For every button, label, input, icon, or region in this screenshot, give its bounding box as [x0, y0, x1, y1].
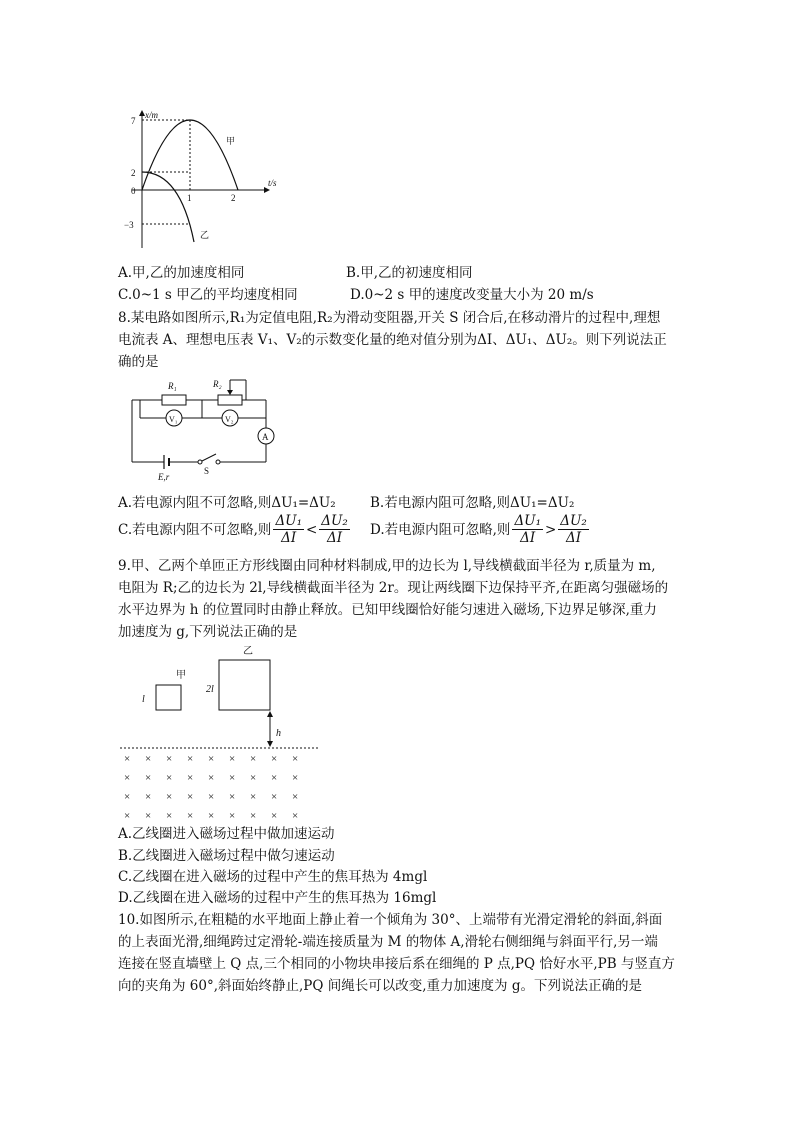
- magnetic-field-crosses: [124, 753, 298, 820]
- switch-node-right: [216, 460, 220, 464]
- field-cross: ×: [187, 753, 194, 765]
- field-cross: ×: [250, 791, 257, 803]
- tick-7: 7: [131, 116, 136, 126]
- field-cross: ×: [229, 772, 236, 784]
- q8-option-a: A.若电源内阻不可忽略,则ΔU₁=ΔU₂: [118, 495, 336, 511]
- q9-stem-line2: 电阻为 R;乙的边长为 2l,导线横截面半径为 2r。现让两线圈下边保持平齐,在距离匀强磁场的: [118, 580, 669, 596]
- field-cross: ×: [187, 810, 194, 820]
- tick-0: 0: [131, 186, 136, 196]
- q9-option-c: C.乙线圈在进入磁场的过程中产生的焦耳热为 4mgl: [118, 869, 428, 885]
- field-cross: ×: [271, 753, 278, 765]
- frac-du2-di: $\frac{\text{ΔU₂}}{\Delta I}$: [321, 513, 348, 546]
- label-yi: 乙: [200, 230, 210, 240]
- y-axis-label: x/m: [145, 110, 158, 120]
- resistor-r1: [162, 395, 186, 405]
- field-cross: ×: [250, 753, 257, 765]
- field-cross: ×: [187, 772, 194, 784]
- tick-2: 2: [131, 168, 136, 178]
- coil-yi: [219, 660, 270, 710]
- q10-stem-line1: 10.如图所示,在粗糙的水平地面上静止着一个倾角为 30°、上端带有光滑定滑轮的斜面,斜面: [118, 912, 663, 928]
- q9-option-b: B.乙线圈进入磁场过程中做匀速运动: [118, 848, 335, 864]
- field-cross: ×: [145, 753, 152, 765]
- label-a: A: [262, 432, 269, 442]
- field-cross: ×: [166, 753, 173, 765]
- q8-option-d: [370, 513, 591, 546]
- label-yi: 乙: [243, 646, 253, 657]
- field-cross: ×: [166, 772, 173, 784]
- field-cross: ×: [250, 772, 257, 784]
- field-cross: ×: [124, 810, 131, 820]
- label-r1: R₁: [168, 381, 177, 391]
- q8-option-d-text: D.若电源内阻可忽略,则: [370, 521, 511, 538]
- field-cross: ×: [229, 791, 236, 803]
- label-er: E,r: [158, 472, 170, 482]
- label-v2: V₂: [225, 415, 234, 424]
- q8-stem-line1: 8.某电路如图所示,R₁为定值电阻,R₂为滑动变阻器,开关 S 闭合后,在移动滑片的过程中,理想: [118, 310, 661, 326]
- frac-du1-di-d: $\frac{\text{ΔU₁}}{\Delta I}$: [514, 513, 541, 546]
- field-cross: ×: [229, 810, 236, 820]
- field-cross: ×: [271, 810, 278, 820]
- label-jia: 甲: [176, 670, 186, 681]
- xt-graph-figure: [118, 108, 298, 250]
- q8-option-b: B.若电源内阻可忽略,则ΔU₁=ΔU₂: [370, 495, 575, 511]
- q8-stem-line2: 电流表 A、理想电压表 V₁、V₂的示数变化量的绝对值分别为ΔI、ΔU₁、ΔU₂。则下列说法正: [118, 332, 667, 348]
- q10-stem-line3: 连接在竖直墙壁上 Q 点,三个相同的小物块串接后系在细绳的 P 点,PQ 恰好水平,PB 与竖直方: [118, 956, 675, 972]
- q9-option-a: A.乙线圈进入磁场过程中做加速运动: [118, 826, 335, 842]
- field-cross: ×: [292, 810, 299, 820]
- field-cross: ×: [229, 753, 236, 765]
- q8-option-c: [118, 513, 352, 546]
- field-cross: ×: [166, 791, 173, 803]
- q7-option-b: B.甲,乙的初速度相同: [346, 265, 473, 281]
- field-cross: ×: [208, 753, 215, 765]
- field-cross: ×: [166, 810, 173, 820]
- label-jia: 甲: [226, 136, 236, 146]
- field-cross: ×: [208, 810, 215, 820]
- coil-jia: [156, 685, 181, 710]
- frac-du2-di-d: $\frac{\text{ΔU₂}}{\Delta I}$: [560, 513, 587, 546]
- q7-option-a: A.甲,乙的加速度相同: [118, 265, 245, 281]
- field-cross: ×: [271, 791, 278, 803]
- label-s: S: [204, 466, 210, 476]
- coils-magnetic-field-figure: [118, 640, 328, 820]
- q7-option-d: D.0~2 s 甲的速度改变量大小为 20 m/s: [350, 287, 594, 303]
- field-cross: ×: [292, 772, 299, 784]
- label-2l: 2l: [206, 684, 214, 695]
- field-cross: ×: [271, 772, 278, 784]
- label-v1: V₁: [169, 415, 178, 424]
- field-cross: ×: [124, 772, 131, 784]
- x-axis-label: t/s: [268, 178, 277, 188]
- h-arrow-up: [267, 711, 273, 717]
- field-cross: ×: [250, 810, 257, 820]
- tick-neg3: −3: [124, 220, 134, 230]
- field-cross: ×: [124, 753, 131, 765]
- field-cross: ×: [145, 791, 152, 803]
- q7-option-c: C.0~1 s 甲乙的平均速度相同: [118, 287, 298, 303]
- resistor-r2: [218, 395, 242, 405]
- slider-arrowhead: [227, 390, 233, 395]
- frac-du1-di: $\frac{\text{ΔU₁}}{\Delta I}$: [275, 513, 302, 546]
- q9-stem-line3: 水平边界为 h 的位置同时由静止释放。已知甲线圈恰好能匀速进入磁场,下边界足够深,重力: [118, 602, 657, 618]
- q9-option-d: D.乙线圈在进入磁场的过程中产生的焦耳热为 16mgl: [118, 890, 437, 906]
- curve-jia: [142, 120, 238, 190]
- field-cross: ×: [124, 791, 131, 803]
- curve-yi: [142, 172, 194, 242]
- field-cross: ×: [208, 791, 215, 803]
- label-h: h: [276, 728, 281, 739]
- field-cross: ×: [187, 791, 194, 803]
- tick-t2: 2: [231, 193, 236, 203]
- field-cross: ×: [292, 791, 299, 803]
- less-than: <: [305, 521, 318, 538]
- q8-option-c-text: C.若电源内阻不可忽略,则: [118, 521, 272, 538]
- q10-stem-line2: 的上表面光滑,细绳跨过定滑轮-端连接质量为 M 的物体 A,滑轮右侧细绳与斜面平行,另一端: [118, 934, 658, 950]
- field-cross: ×: [145, 810, 152, 820]
- q9-stem-line1: 9.甲、乙两个单匝正方形线圈由同种材料制成,甲的边长为 l,导线横截面半径为 r,质量为 m,: [118, 558, 656, 574]
- tick-t1: 1: [187, 193, 192, 203]
- switch-blade: [202, 454, 216, 461]
- q10-stem-line4: 向的夹角为 60°,斜面始终静止,PQ 间绳长可以改变,重力加速度为 g。下列说法正确的是: [118, 978, 642, 994]
- field-cross: ×: [145, 772, 152, 784]
- q9-stem-line4: 加速度为 g,下列说法正确的是: [118, 624, 298, 640]
- label-l: l: [142, 694, 145, 705]
- q8-stem-line3: 确的是: [118, 354, 159, 370]
- greater-than: >: [544, 521, 557, 538]
- field-cross: ×: [208, 772, 215, 784]
- h-arrow-down: [267, 741, 273, 747]
- switch-node-left: [198, 460, 202, 464]
- field-cross: ×: [292, 753, 299, 765]
- circuit-figure: [126, 374, 276, 484]
- label-r2: R₂: [213, 379, 222, 389]
